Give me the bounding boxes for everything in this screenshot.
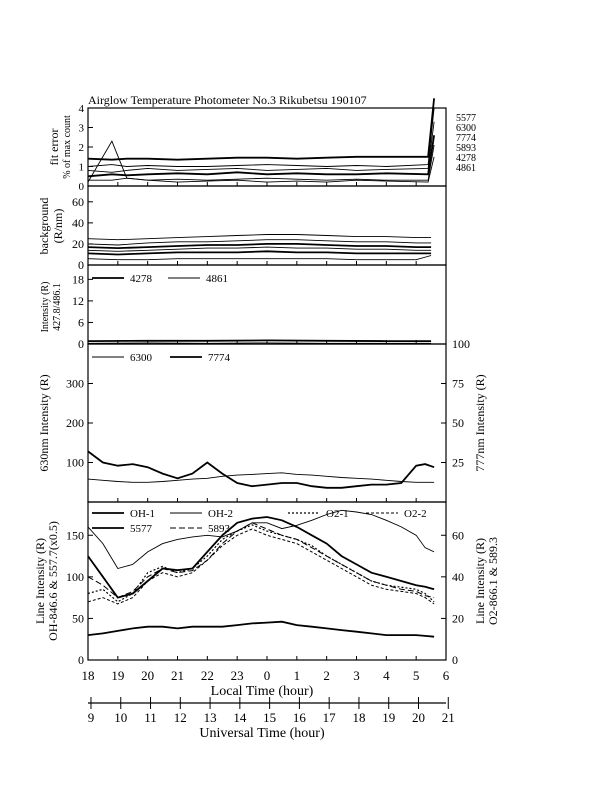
427.8/486.1-series-4278 <box>88 340 431 341</box>
airglow-lines-ytick-right-label-3: 60 <box>452 528 464 543</box>
ut-tick-label-11: 20 <box>411 710 425 725</box>
fit-error-ytick-label-1: 1 <box>78 161 84 174</box>
ut-tick-label-7: 16 <box>292 710 306 725</box>
airglow-lines-legend-label-5: 5893 <box>208 523 230 535</box>
lines-ylabel-left-1: Line Intensity (R) <box>33 538 47 624</box>
lines-ylabel-right-1: Line Intensity (R) <box>473 538 487 624</box>
airglow-lines-legend-label-3: O2-2 <box>404 508 427 520</box>
427.8/486.1-legend-label-0: 4278 <box>130 273 152 285</box>
lines-ylabel-left-2: OH-846.6 & 557.7(x0.5) <box>46 521 60 641</box>
427.8/486.1-ytick-label-0: 0 <box>78 337 84 351</box>
background-ytick-label-2: 40 <box>72 215 84 230</box>
fit-error-ytick-label-0: 0 <box>78 181 84 193</box>
ut-axis <box>88 697 455 725</box>
background-ytick-label-1: 20 <box>72 236 84 251</box>
background-ytick-label-0: 0 <box>78 258 84 272</box>
intensity-630-777-plot <box>66 337 470 502</box>
ut-tick-label-10: 19 <box>382 710 396 725</box>
intensity-4278-4861-plot <box>72 272 446 351</box>
ut-tick-label-1: 10 <box>114 710 128 725</box>
local-tick-label-11: 5 <box>412 668 420 683</box>
427.8/486.1-ytick-label-2: 12 <box>72 293 84 308</box>
airglow-lines-series-O2-2 <box>88 529 434 604</box>
local-tick-label-0: 18 <box>81 668 95 683</box>
fit-error-plot <box>79 98 477 193</box>
airglow-lines-ytick-label-3: 150 <box>66 528 84 543</box>
background-series-b6 <box>88 256 431 260</box>
airglow-lines-legend-label-2: O2-1 <box>326 508 349 520</box>
ut-tick-label-4: 13 <box>203 710 217 725</box>
630/777-ytick-label-2: 300 <box>66 376 84 391</box>
local-tick-label-2: 20 <box>141 668 155 683</box>
ut-tick-label-9: 18 <box>352 710 366 725</box>
ut-tick-label-8: 17 <box>322 710 336 725</box>
airglow-lines-ytick-right-label-2: 40 <box>452 569 464 584</box>
ut-tick-label-0: 9 <box>87 710 95 725</box>
airglow-lines-legend-label-4: 5577 <box>130 523 152 535</box>
ut-tick-label-2: 11 <box>144 710 157 725</box>
blue-ylabel-2: 427.8/486.1 <box>52 283 63 331</box>
background-plot <box>72 195 446 272</box>
630/777-legend-label-1: 7774 <box>208 352 230 364</box>
airglow-lines-legend-label-1: OH-2 <box>208 508 234 520</box>
ut-tick-label-6: 15 <box>263 710 277 725</box>
airglow-lines-series-O2-1 <box>88 525 434 602</box>
630/777-ytick-right-label-2: 75 <box>452 376 464 391</box>
630/777-series-6300 <box>88 473 434 483</box>
fit-error-right-label-4: 4278 <box>456 153 476 164</box>
fit-error-right-label-1: 6300 <box>456 123 476 134</box>
630/777-ytick-right-label-1: 50 <box>452 416 464 430</box>
ut-tick-label-3: 12 <box>173 710 187 725</box>
local-time-label: Local Time (hour) <box>210 684 314 699</box>
figure-title: Airglow Temperature Photometer No.3 Rikubetsu 190107 <box>88 93 367 107</box>
427.8/486.1-ytick-label-1: 6 <box>78 315 84 330</box>
airglow-lines-ytick-right-label-1: 20 <box>452 611 464 626</box>
local-tick-label-4: 22 <box>200 668 214 683</box>
local-tick-label-5: 23 <box>230 668 244 683</box>
airglow-lines-ytick-label-0: 0 <box>78 653 84 667</box>
427.8/486.1-legend-label-1: 4861 <box>206 273 228 285</box>
airglow-lines-series-5577 <box>88 622 434 637</box>
ut-tick-label-5: 14 <box>233 710 247 725</box>
background-series-b5 <box>88 251 431 254</box>
local-tick-label-7: 1 <box>293 668 301 683</box>
red-ylabel-right: 777nm Intensity (R) <box>473 374 487 472</box>
local-tick-label-10: 4 <box>383 668 390 683</box>
local-tick-label-9: 3 <box>353 668 360 683</box>
630/777-ytick-right-label-3: 100 <box>452 337 470 351</box>
local-tick-label-8: 2 <box>323 668 330 683</box>
red-ylabel-left: 630nm Intensity (R) <box>37 374 51 472</box>
airglow-lines-ytick-label-1: 50 <box>72 611 84 626</box>
fit-error-right-label-5: 4861 <box>456 163 476 174</box>
local-tick-label-6: 0 <box>263 668 271 683</box>
local-time-axis <box>82 668 450 683</box>
airglow-lines-ytick-right-label-0: 0 <box>452 653 458 667</box>
fit-error-ytick-label-3: 3 <box>78 122 84 135</box>
427.8/486.1-ytick-label-3: 18 <box>72 272 84 287</box>
airglow-lines-ytick-label-2: 100 <box>66 569 84 584</box>
fit-error-right-label-2: 7774 <box>456 133 476 144</box>
ut-tick-label-12: 21 <box>441 710 455 725</box>
fit-error-right-label-3: 5893 <box>456 143 476 154</box>
local-tick-label-3: 21 <box>171 668 184 683</box>
background-ylabel-1: background <box>37 197 51 255</box>
airglow-lines-legend-label-0: OH-1 <box>130 508 156 520</box>
fit-error-series-s6 <box>88 141 434 182</box>
630/777-ytick-right-label-0: 25 <box>452 455 464 470</box>
background-ylabel-2: (R/nm) <box>51 208 65 244</box>
lines-ylabel-right-2: O2-866.1 & 589.3 <box>486 537 500 625</box>
fit-error-ylabel-2: % of max count <box>62 115 73 179</box>
local-tick-label-1: 19 <box>111 668 125 683</box>
630/777-ytick-label-1: 200 <box>66 416 84 430</box>
ut-label: Universal Time (hour) <box>199 726 325 741</box>
background-ytick-label-3: 60 <box>72 194 84 209</box>
fit-error-ylabel-1: fit error <box>47 128 61 166</box>
fit-error-ytick-label-4: 4 <box>78 103 84 115</box>
panel-630-777-frame <box>88 344 446 502</box>
blue-ylabel-1: Intensity (R) <box>40 281 51 333</box>
fit-error-right-label-0: 5577 <box>456 113 476 124</box>
local-tick-label-12: 6 <box>442 668 450 683</box>
630/777-legend-label-0: 6300 <box>130 352 152 364</box>
fit-error-ytick-label-2: 2 <box>78 142 84 154</box>
630/777-ytick-label-0: 100 <box>66 455 84 470</box>
background-series-b1 <box>88 235 431 240</box>
airglow-lines-plot <box>66 508 464 667</box>
